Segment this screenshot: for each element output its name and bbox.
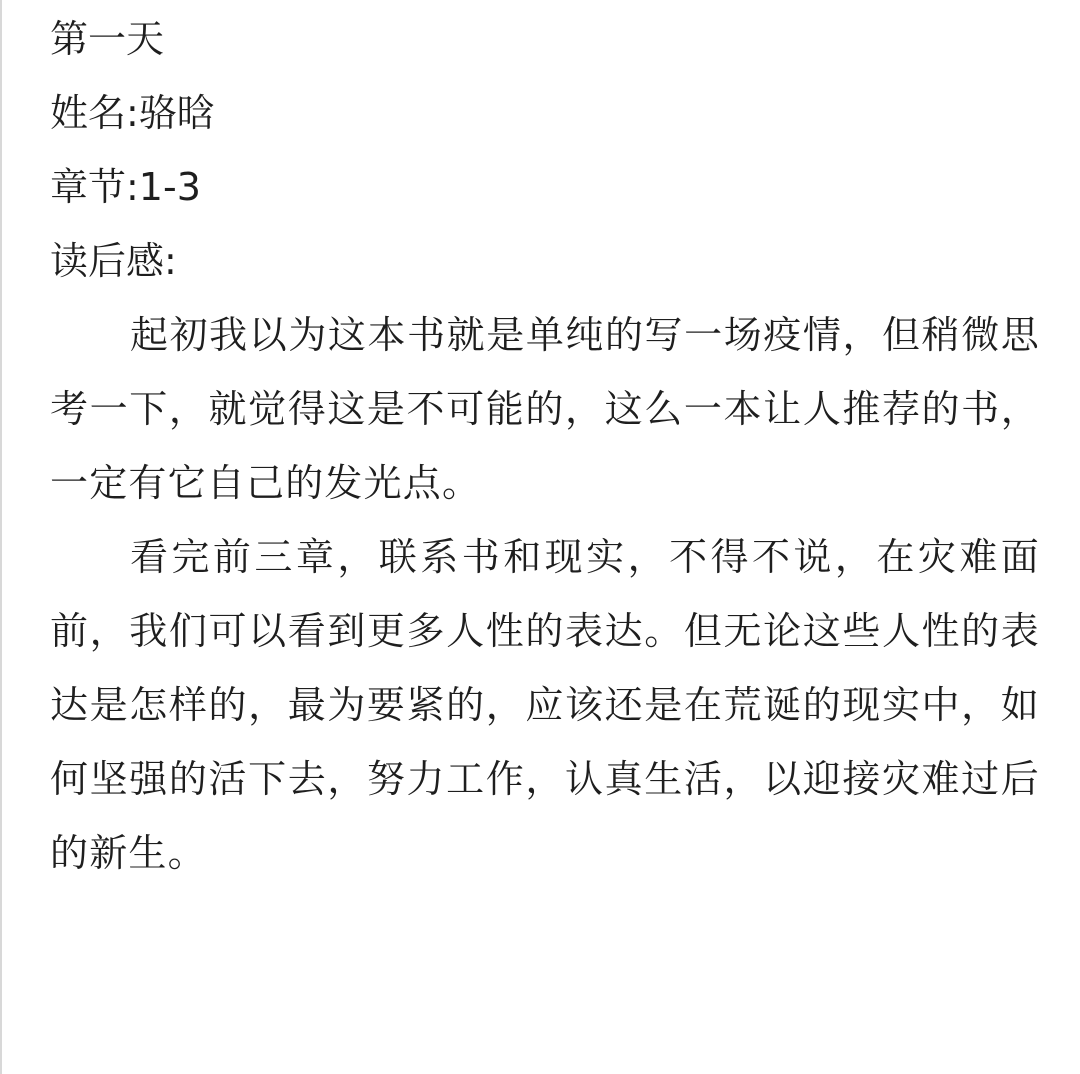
name-line: 姓名:骆晗 xyxy=(50,91,215,135)
reflection-document xyxy=(50,0,1040,890)
chapters-line: 章节:1-3 xyxy=(50,165,201,209)
day-heading: 第一天 xyxy=(50,17,165,61)
paragraph-1: 起初我以为这本书就是单纯的写一场疫情，但稍微思考一下，就觉得这是不可能的，这么一本让人推荐的书，一定有它自己的发光点。 xyxy=(50,313,1040,505)
reflection-label: 读后感: xyxy=(50,239,177,283)
paragraph-2: 看完前三章，联系书和现实，不得不说，在灾难面前，我们可以看到更多人性的表达。但无论这些人性的表达是怎样的，最为要紧的，应该还是在荒诞的现实中，如何坚强的活下去，努力工作，认真生活，以迎接灾难过后的新生。 xyxy=(50,535,1040,875)
left-edge-rule xyxy=(0,0,2,1074)
